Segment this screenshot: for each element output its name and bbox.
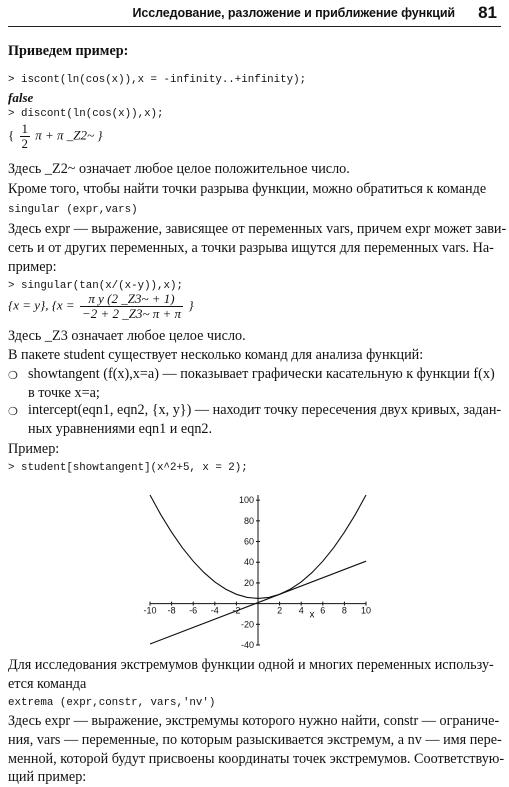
output-singular-right: } — [188, 297, 194, 313]
paragraph-singular-desc-3: пример: — [8, 259, 57, 275]
paragraph-extrema-desc-3: менной, которой будут присвоены координаты точек экстремумов. Соответствую- — [8, 751, 505, 767]
code-singular-tan: > singular(tan(x/(x-y)),x); — [8, 280, 183, 292]
fraction-singular — [80, 292, 183, 321]
page-number: 81 — [478, 3, 497, 22]
x-tick-label: 6 — [320, 605, 326, 616]
x-tick-label: 8 — [341, 605, 347, 616]
paragraph-extrema-desc-1: Здесь expr — выражение, экстремумы которого нужно найти, constr — ограниче- — [8, 713, 500, 729]
brace-open: { — [8, 127, 15, 143]
code-discont: > discont(ln(cos(x)),x); — [8, 108, 164, 120]
paragraph-z3-note: Здесь _Z3 означает любое целое число. — [8, 328, 246, 344]
bullet-intercept-2: ных уравнениями eqn1 и eqn2. — [28, 421, 213, 437]
code-showtangent: > student[showtangent](x^2+5, x = 2); — [8, 462, 248, 474]
output-false: false — [8, 90, 34, 105]
x-tick-label: 10 — [360, 605, 372, 616]
x-tick-label: 2 — [277, 605, 283, 616]
bullet-intercept-1: intercept(eqn1, eqn2, {x, y}) — находит точку пересечения двух кривых, задан- — [28, 402, 502, 418]
y-tick-label: 100 — [238, 495, 254, 506]
code-singular-syntax: singular (expr,vars) — [8, 204, 138, 216]
output-singular-left: {x = y}, {x = — [8, 297, 75, 313]
bullet-circle-icon: ❍ — [8, 369, 18, 382]
code-iscont: > iscont(ln(cos(x)),x = -infinity..+infinity); — [8, 74, 307, 86]
code-extrema-syntax: extrema (expr,constr, vars,'nv') — [8, 697, 216, 709]
paragraph-student-intro: В пакете student существует несколько команд для анализа функций: — [8, 347, 424, 363]
x-tick-label: -6 — [189, 605, 198, 616]
paragraph-singular-intro: Кроме того, чтобы найти точки разрыва функции, можно обратиться к команде — [8, 181, 487, 197]
tangent-plot — [130, 485, 390, 655]
x-tick-label: -8 — [167, 605, 176, 616]
bullet-showtangent-1: showtangent (f(x),x=a) — показывает графически касательную к функции f(x) — [28, 366, 495, 382]
bullet-circle-icon: ❍ — [8, 405, 18, 418]
paragraph-singular-desc-1: Здесь expr — выражение, зависящее от переменных vars, причем expr может зави- — [8, 221, 507, 237]
x-axis-label: x — [309, 609, 315, 621]
paragraph-extrema-desc-4: щий пример: — [8, 769, 87, 785]
output-singular — [8, 292, 194, 321]
y-tick-label: 60 — [243, 536, 254, 547]
fraction-numerator: 1 — [21, 121, 28, 136]
y-tick-label: -40 — [240, 640, 254, 650]
paragraph-example-2: Пример: — [8, 441, 60, 457]
paragraph-extrema-intro-1: Для исследования экстремумов функции одной и многих переменных использу- — [8, 657, 494, 673]
paragraph-extrema-desc-2: ния, vars — переменные, по которым разыскивается экстремум, а nv — имя пере- — [8, 732, 502, 748]
output-discont — [8, 122, 103, 151]
paragraph-example-intro: Приведем пример: — [8, 43, 129, 59]
fraction-half — [20, 122, 31, 151]
paragraph-z2-note: Здесь _Z2~ означает любое целое положительное число. — [8, 161, 350, 177]
paragraph-singular-desc-2: сеть и от других переменных, а точки разрыва ищутся для переменных vars. На- — [8, 240, 494, 256]
y-tick-label: 40 — [243, 557, 254, 568]
header-title: Исследование, разложение и приближение функций — [132, 6, 455, 20]
fraction-singular-numerator: π y (2 _Z3~ + 1) — [80, 292, 183, 307]
paragraph-extrema-intro-2: ется команда — [8, 676, 87, 692]
fraction-denominator: 2 — [21, 136, 28, 151]
bullet-showtangent-2: в точке x=a; — [28, 385, 100, 401]
x-tick-label: -2 — [232, 605, 241, 616]
output-discont-rest: π + π _Z2~ } — [35, 127, 103, 143]
x-tick-label: -10 — [143, 605, 157, 616]
fraction-singular-denominator: −2 + 2 _Z3~ π + π — [81, 306, 182, 321]
y-tick-label: 80 — [243, 515, 254, 526]
x-tick-label: 4 — [298, 605, 304, 616]
y-tick-label: -20 — [240, 619, 254, 630]
y-tick-label: 20 — [243, 577, 254, 588]
running-header — [8, 4, 501, 27]
x-tick-label: -4 — [210, 605, 219, 616]
